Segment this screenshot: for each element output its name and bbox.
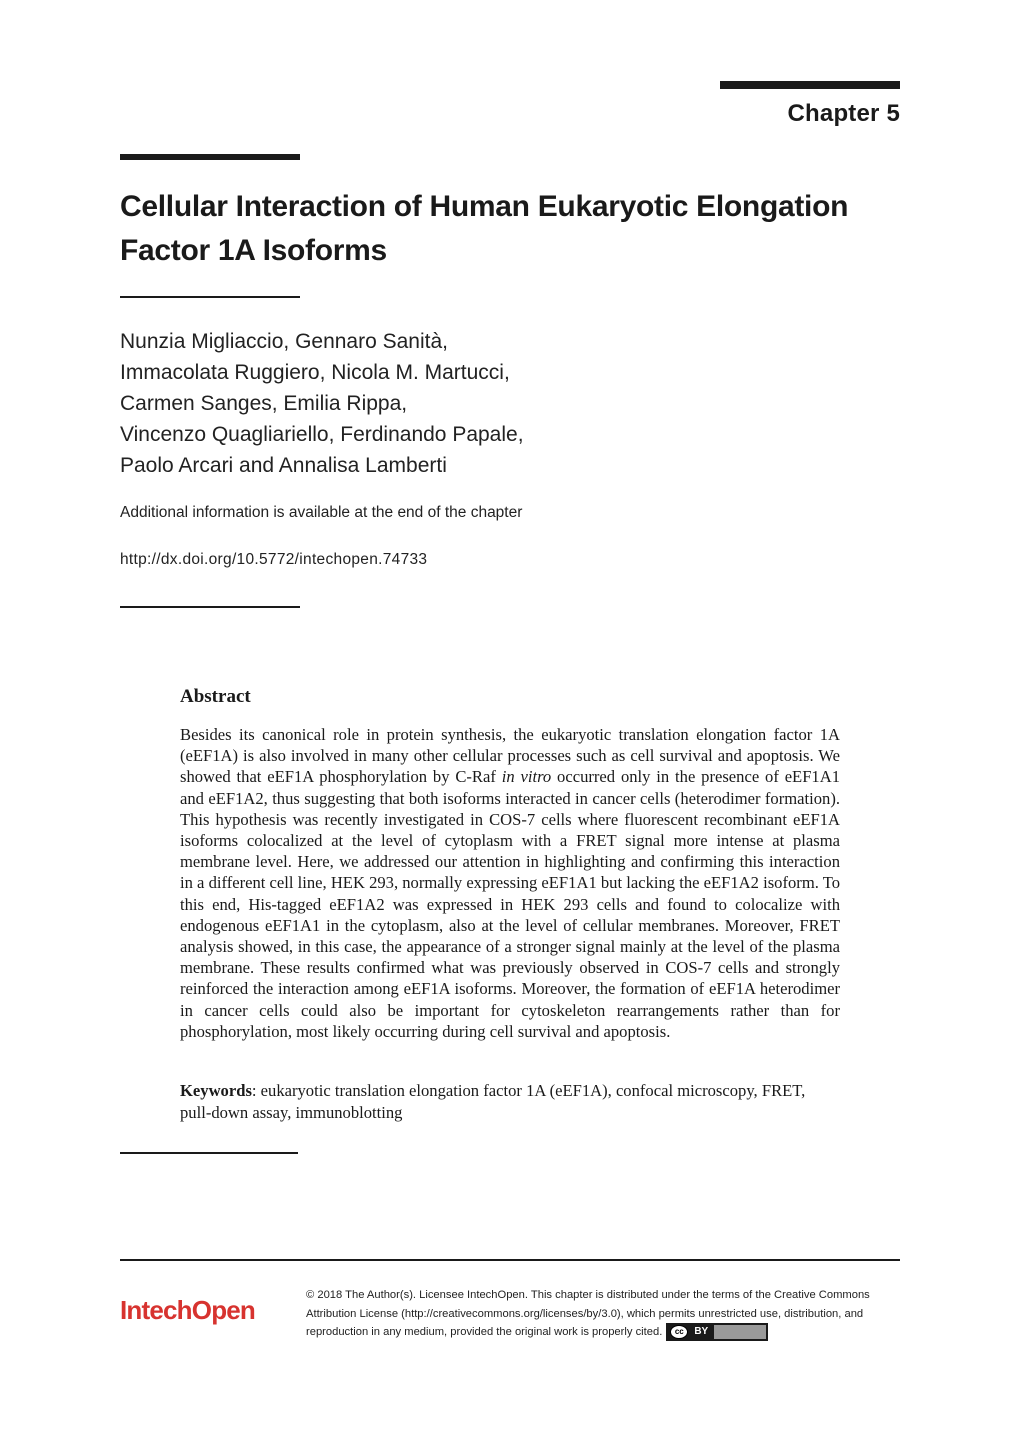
cc-icon: cc (670, 1325, 688, 1339)
license-text (306, 1286, 906, 1342)
chapter-rule (720, 81, 900, 89)
footer-rule (120, 1259, 900, 1261)
cc-by-badge-icon[interactable] (666, 1323, 768, 1341)
badge-fill (714, 1325, 766, 1339)
abstract-text (180, 724, 840, 1042)
additional-info: Additional information is available at the end of the chapter (120, 504, 523, 521)
chapter-title: Cellular Interaction of Human Eukaryotic Elongation Factor 1A Isoforms (120, 190, 849, 267)
doi-link[interactable]: http://dx.doi.org/10.5772/intechopen.74733 (120, 551, 428, 568)
title-rule (120, 154, 300, 160)
chapter-label: Chapter 5 (787, 100, 900, 127)
by-label: BY (694, 1325, 709, 1337)
keywords-label: Keywords (180, 1081, 252, 1100)
keywords-text: : eukaryotic translation elongation factor 1A (eEF1A), confocal microscopy, FRET, pull-down assay, immunoblotting (180, 1081, 806, 1122)
divider-rule (120, 606, 300, 608)
keywords (180, 1080, 840, 1123)
author-line: Immacolata Ruggiero, Nicola M. Martucci, (120, 361, 510, 384)
abstract-text-part: Besides its canonical role in protein synthesis, the eukaryotic translation elongation factor 1A (eEF1A) is also involved in many other cellular processes such as cell survival and apoptosis. We showed that eEF1A phosphorylation by C-Raf (180, 725, 840, 787)
abstract-italic: in vitro (501, 767, 552, 787)
divider-rule (120, 1152, 298, 1154)
abstract-text-part: occurred only in the presence of eEF1A1 and eEF1A2, thus suggesting that both isoforms interacted in cancer cells (heterodimer formation). This hypothesis was recently investigated in COS-7 cells where fluorescent recombinant eEF1A isoforms colocalized at the level of cytoplasm with a FRET signal more intense at plasma membrane level. Here, we addressed our attention in highlighting and confirming this interaction in a different cell line, HEK 293, normally expressing eEF1A1 but lacking the eEF1A2 isoform. To this end, His-tagged eEF1A2 was expressed in HEK 293 cells and found to colocalize with endogenous eEF1A1 in the cytoplasm, also at the level of cellular membranes. Moreover, FRET analysis showed, in this case, the appearance of a stronger signal mainly at the level of the plasma membrane. These results confirmed what was previously observed in COS-7 cells and strongly reinforced the interaction among eEF1A isoforms. Moreover, the formation of eEF1A heterodimer in cancer cells could also be important for cytoskeleton rearrangements rather than for phosphorylation, most likely occurring during cell survival and apoptosis. (180, 767, 841, 1041)
author-line: Vincenzo Quagliariello, Ferdinando Papale, (120, 423, 524, 446)
author-list (120, 326, 820, 481)
author-line: Paolo Arcari and Annalisa Lamberti (120, 454, 447, 477)
author-line: Nunzia Migliaccio, Gennaro Sanità, (120, 330, 449, 353)
intechopen-logo: IntechOpen (120, 1295, 256, 1325)
license-statement: © 2018 The Author(s). Licensee IntechOpen. This chapter is distributed under the terms of the Creative Commons Attribution License (http://creativecommons.org/licenses/by/3.0), which permits unrestricted use, distribution, and reproduction in any medium, provided the original work is properly cited. (306, 1289, 870, 1338)
abstract-heading: Abstract (180, 686, 251, 707)
divider-rule (120, 296, 300, 298)
author-line: Carmen Sanges, Emilia Rippa, (120, 392, 408, 415)
